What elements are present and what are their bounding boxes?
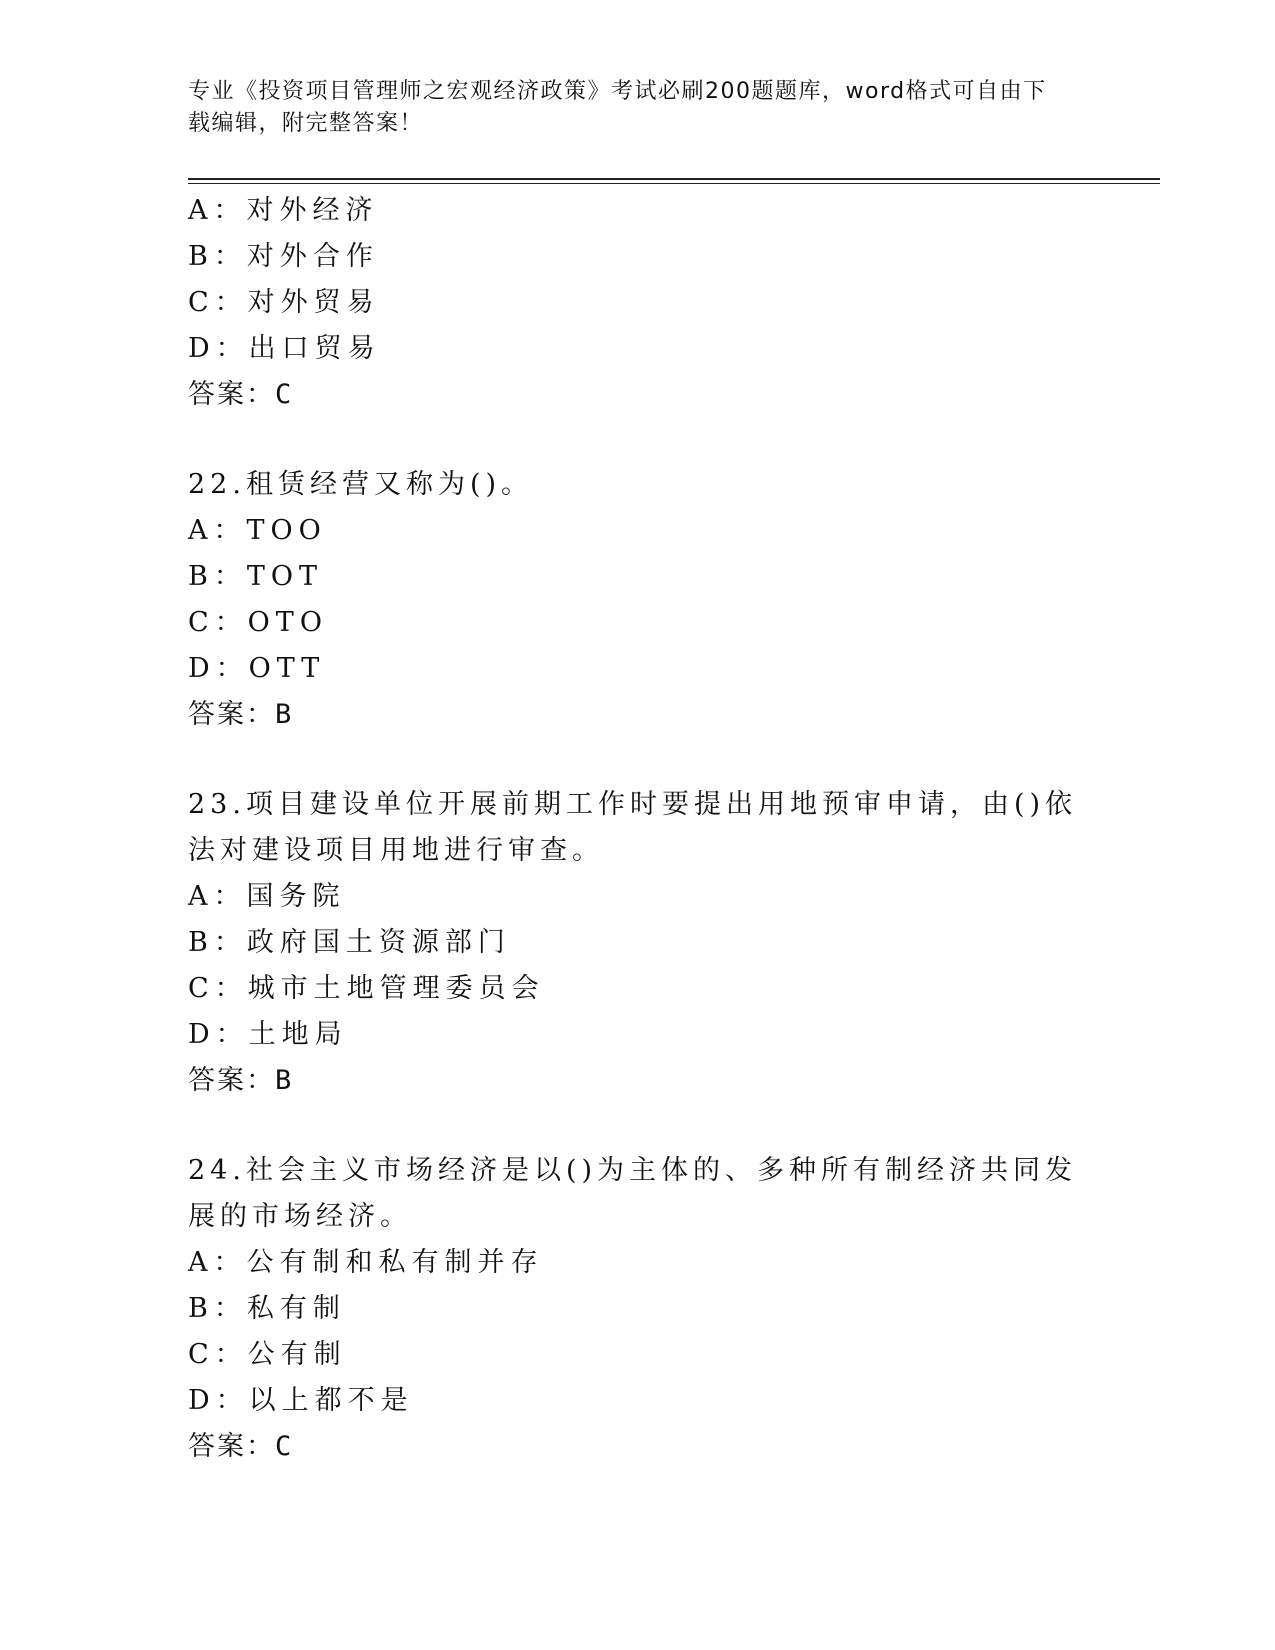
option-letter: A：: [188, 881, 247, 912]
option-a: [188, 188, 1088, 234]
option-text: 土地局: [248, 1019, 348, 1050]
option-text: 出口贸易: [248, 333, 381, 364]
option-text: 国务院: [246, 881, 346, 912]
answer-line: 答案：C: [188, 379, 294, 410]
option-a: [188, 1240, 1088, 1286]
option-text: TOO: [246, 515, 327, 546]
option-d: [188, 326, 1088, 372]
option-text: 城市土地管理委员会: [247, 973, 545, 1004]
option-letter: A：: [188, 195, 247, 226]
option-text: OTT: [248, 653, 326, 684]
question-block-22: [188, 462, 1088, 738]
question-block-23: [188, 782, 1088, 1104]
question-stem: 23.项目建设单位开展前期工作时要提出用地预审申请，由()依法对建设项目用地进行审查。: [188, 789, 1078, 866]
answer-line: 答案：B: [188, 1065, 294, 1096]
question-stem: 24.社会主义市场经济是以()为主体的、多种所有制经济共同发展的市场经济。: [188, 1155, 1078, 1232]
option-text: 对外合作: [246, 241, 379, 272]
continued-question-block: [188, 188, 1088, 418]
answer-line: 答案：B: [188, 699, 294, 730]
option-letter: B：: [188, 1293, 247, 1324]
option-c: [188, 966, 1088, 1012]
option-text: 私有制: [246, 1293, 346, 1324]
option-text: TOT: [246, 561, 323, 592]
option-b: [188, 920, 1088, 966]
option-text: 对外经济: [246, 195, 379, 226]
option-text: 公有制: [247, 1339, 347, 1370]
option-letter: A：: [188, 515, 247, 546]
option-text: 公有制和私有制并存: [246, 1247, 544, 1278]
option-a: [188, 874, 1088, 920]
option-letter: B：: [188, 561, 247, 592]
option-letter: D：: [188, 333, 249, 364]
option-d: [188, 646, 1088, 692]
option-letter: C：: [188, 607, 248, 638]
option-c: [188, 600, 1088, 646]
option-a: [188, 508, 1088, 554]
option-letter: C：: [188, 287, 248, 318]
option-text: 对外贸易: [247, 287, 380, 318]
option-text: OTO: [247, 607, 328, 638]
document-header: 专业《投资项目管理师之宏观经济政策》考试必刷200题题库，word格式可自由下载编辑，附完整答案！: [188, 79, 1047, 136]
option-text: 政府国土资源部门: [246, 927, 511, 958]
answer-line: 答案：C: [188, 1431, 294, 1462]
option-d: [188, 1012, 1088, 1058]
question-block-24: [188, 1148, 1088, 1470]
option-letter: D：: [188, 1019, 249, 1050]
option-b: [188, 1286, 1088, 1332]
option-letter: A：: [188, 1247, 247, 1278]
option-letter: B：: [188, 927, 247, 958]
question-stem: 22.租赁经营又称为()。: [188, 469, 534, 500]
option-b: [188, 554, 1088, 600]
option-text: 以上都不是: [248, 1385, 414, 1416]
option-c: [188, 280, 1088, 326]
option-letter: D：: [188, 1385, 249, 1416]
question-list: [188, 188, 1088, 1470]
header-divider-thick: [188, 178, 1160, 180]
option-c: [188, 1332, 1088, 1378]
option-letter: C：: [188, 1339, 248, 1370]
header-divider-thin: [188, 183, 1160, 184]
option-b: [188, 234, 1088, 280]
option-letter: C：: [188, 973, 248, 1004]
option-letter: B：: [188, 241, 247, 272]
option-d: [188, 1378, 1088, 1424]
option-letter: D：: [188, 653, 249, 684]
